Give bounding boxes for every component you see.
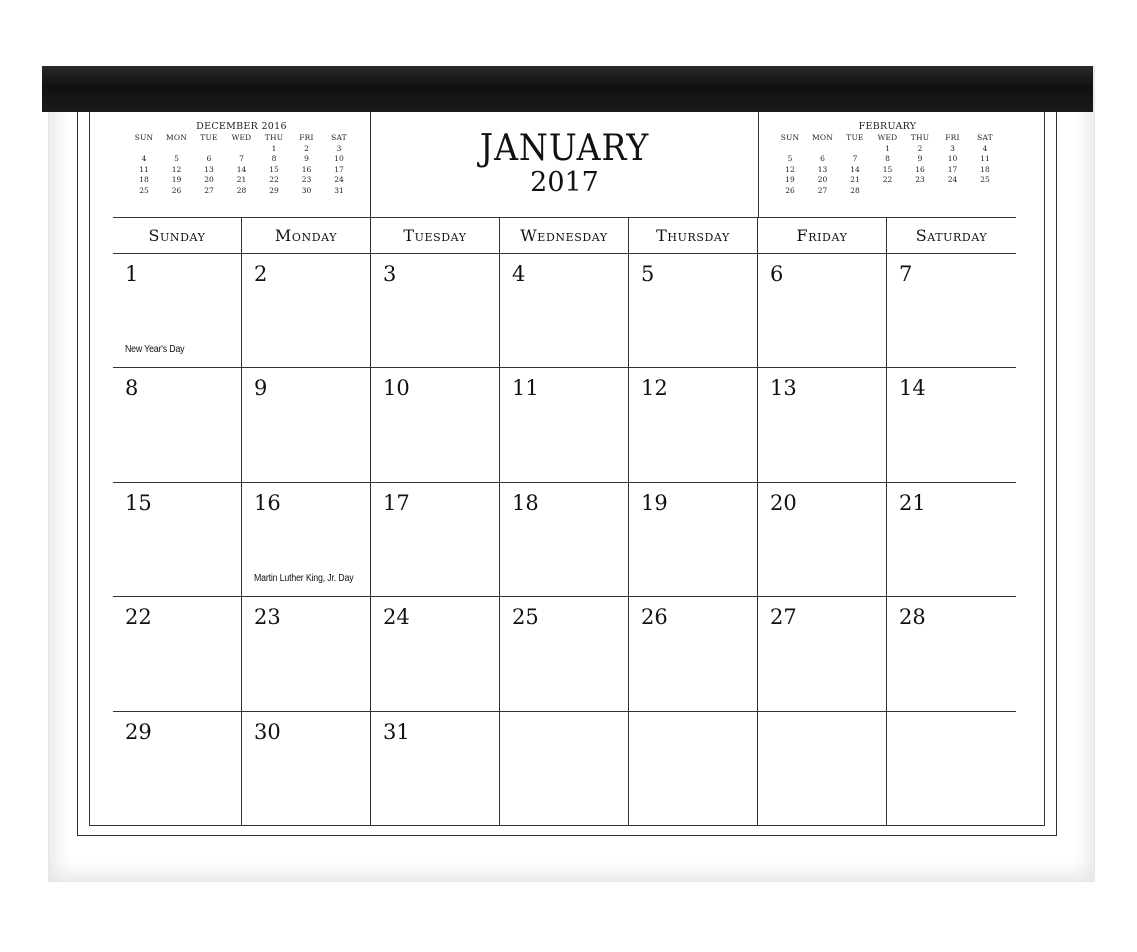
holiday-label: Martin Luther King, Jr. Day xyxy=(254,573,354,585)
day-cell[interactable] xyxy=(629,254,758,368)
day-cell[interactable] xyxy=(371,597,500,711)
mini-day-cell: 11 xyxy=(980,154,990,163)
day-cell[interactable] xyxy=(758,597,887,711)
weekday-saturday: Saturday xyxy=(915,226,988,245)
day-cell[interactable] xyxy=(500,368,629,482)
mini-day-cell: 2 xyxy=(304,143,309,153)
mini-weekday-label: MON xyxy=(812,133,833,142)
day-number: 8 xyxy=(125,376,139,401)
mini-day-cell: 27 xyxy=(817,185,828,195)
day-cell[interactable] xyxy=(500,597,629,711)
day-cell[interactable] xyxy=(113,712,242,826)
mini-day-cell: 16 xyxy=(301,164,312,174)
mini-day-cell: 10 xyxy=(334,154,344,163)
day-number: 7 xyxy=(899,262,913,286)
mini-day-cell: 17 xyxy=(947,164,958,174)
mini-weekday-label: SAT xyxy=(331,133,347,142)
mini-day-cell: 13 xyxy=(204,164,214,174)
day-number: 25 xyxy=(512,605,539,630)
weekday-tuesday: Tuesday xyxy=(371,218,500,254)
day-number: 22 xyxy=(125,605,152,630)
day-cell[interactable] xyxy=(113,254,242,368)
month-name: JANUARY xyxy=(479,128,650,169)
day-cell[interactable] xyxy=(371,483,500,597)
day-number: 11 xyxy=(512,376,539,401)
day-cell[interactable] xyxy=(242,483,371,597)
month-grid xyxy=(113,254,1016,826)
day-number: 26 xyxy=(641,605,668,630)
mini-day-cell: 23 xyxy=(915,175,925,184)
mini-day-cell: 16 xyxy=(915,164,925,174)
weekday-thursday: Thursday xyxy=(629,218,758,254)
weekday-monday: Monday xyxy=(242,218,371,254)
mini-day-cell xyxy=(806,144,839,155)
mini-weekday-label: THU xyxy=(264,133,284,142)
day-number: 19 xyxy=(641,490,668,515)
mini-day-cell: 24 xyxy=(334,175,344,184)
mini-day-cell: 12 xyxy=(785,164,795,174)
mini-day-cell: 17 xyxy=(334,164,344,174)
day-cell[interactable] xyxy=(758,254,887,368)
day-number: 16 xyxy=(254,490,281,515)
day-cell[interactable] xyxy=(887,368,1016,482)
mini-day-cell: 31 xyxy=(334,185,344,195)
mini-calendar-title: DECEMBER 2016 xyxy=(196,121,287,132)
mini-calendar-table xyxy=(128,133,356,196)
mini-day-cell xyxy=(128,144,161,155)
mini-day-cell: 28 xyxy=(850,185,860,195)
mini-day-cell: 21 xyxy=(850,175,860,184)
mini-calendar-title: FEBRUARY xyxy=(858,121,917,132)
mini-day-cell: 18 xyxy=(980,164,990,174)
mini-day-cell: 14 xyxy=(236,164,247,174)
mini-weekday-label: WED xyxy=(877,133,898,142)
day-cell[interactable] xyxy=(629,483,758,597)
weekday-sunday: Sunday xyxy=(113,218,242,254)
mini-calendar-next xyxy=(758,112,1016,218)
mini-day-cell: 4 xyxy=(141,154,147,163)
weekday-header-row xyxy=(113,218,1016,254)
mini-day-cell xyxy=(160,144,193,155)
day-cell[interactable] xyxy=(242,368,371,482)
day-number: 24 xyxy=(383,605,410,630)
day-number: 17 xyxy=(383,490,410,515)
mini-day-cell: 20 xyxy=(817,175,828,184)
day-cell[interactable] xyxy=(500,483,629,597)
mini-weekday-label: TUE xyxy=(846,133,864,142)
mini-weekday-label: SUN xyxy=(134,133,154,142)
mini-weekday-label: WED xyxy=(231,133,252,142)
day-number: 15 xyxy=(125,490,152,515)
mini-day-cell: 9 xyxy=(917,154,923,163)
day-number: 14 xyxy=(899,376,926,401)
mini-day-cell: 9 xyxy=(304,154,309,163)
day-number: 4 xyxy=(512,262,526,286)
mini-day-cell: 5 xyxy=(787,154,793,163)
day-number: 28 xyxy=(899,605,926,630)
mini-day-cell: 7 xyxy=(239,154,244,163)
mini-day-cell: 14 xyxy=(850,164,860,174)
day-number: 30 xyxy=(254,719,281,744)
mini-day-cell: 25 xyxy=(980,175,990,184)
mini-day-cell: 7 xyxy=(852,154,858,163)
mini-day-cell: 11 xyxy=(139,164,149,174)
mini-day-cell: 22 xyxy=(269,175,279,184)
mini-day-cell: 3 xyxy=(336,143,342,153)
day-number: 1 xyxy=(125,262,139,286)
day-cell[interactable] xyxy=(629,368,758,482)
day-number: 12 xyxy=(641,376,668,401)
day-number: 9 xyxy=(254,376,268,401)
weekday-friday: Friday xyxy=(758,218,887,254)
day-cell[interactable] xyxy=(500,254,629,368)
mini-day-cell: 19 xyxy=(171,175,182,184)
day-cell[interactable] xyxy=(113,368,242,482)
mini-day-cell xyxy=(936,186,969,197)
day-cell[interactable] xyxy=(758,368,887,482)
day-cell[interactable] xyxy=(371,368,500,482)
day-cell[interactable] xyxy=(500,712,629,826)
mini-day-cell: 26 xyxy=(785,185,795,195)
day-number: 23 xyxy=(254,605,281,630)
mini-day-cell: 8 xyxy=(885,154,890,163)
mini-day-cell: 15 xyxy=(269,164,279,174)
mini-day-cell xyxy=(225,144,258,155)
day-number: 21 xyxy=(899,490,926,515)
day-cell[interactable] xyxy=(371,712,500,826)
day-cell[interactable] xyxy=(887,712,1016,826)
mini-day-cell xyxy=(969,186,1002,197)
weekday-wednesday: Wednesday xyxy=(500,218,629,254)
day-cell[interactable] xyxy=(887,254,1016,368)
mini-day-cell: 27 xyxy=(204,185,214,195)
month-title-block xyxy=(371,112,758,218)
mini-day-cell: 20 xyxy=(204,175,214,184)
mini-day-cell: 30 xyxy=(301,185,312,195)
mini-day-cell: 26 xyxy=(171,185,182,195)
mini-day-cell: 1 xyxy=(885,143,890,153)
day-cell[interactable] xyxy=(758,712,887,826)
mini-day-cell: 23 xyxy=(301,175,312,184)
mini-day-cell xyxy=(774,144,807,155)
year-label: 2017 xyxy=(530,167,599,198)
mini-calendar-previous xyxy=(113,112,371,218)
mini-day-cell: 13 xyxy=(817,164,828,174)
day-number: 6 xyxy=(770,262,784,286)
mini-day-cell: 10 xyxy=(947,154,958,163)
mini-calendar-table xyxy=(774,133,1002,196)
mini-day-cell: 1 xyxy=(271,143,277,153)
mini-day-cell: 6 xyxy=(820,154,825,163)
day-number: 29 xyxy=(125,719,152,744)
mini-day-cell xyxy=(871,186,904,197)
mini-day-cell: 3 xyxy=(950,143,955,153)
calendar-header xyxy=(113,112,1016,218)
day-number: 5 xyxy=(641,262,655,286)
day-number: 2 xyxy=(254,262,268,286)
holiday-label: New Year's Day xyxy=(125,344,185,356)
day-cell[interactable] xyxy=(242,712,371,826)
mini-day-cell: 22 xyxy=(882,175,893,184)
mini-day-cell: 15 xyxy=(882,164,893,174)
mini-day-cell xyxy=(839,144,872,155)
mini-day-cell: 24 xyxy=(947,175,958,184)
mini-weekday-label: SUN xyxy=(780,133,800,142)
mini-day-cell: 4 xyxy=(982,143,988,153)
mini-day-cell: 19 xyxy=(785,175,795,184)
day-number: 3 xyxy=(383,262,397,286)
mini-day-cell: 28 xyxy=(236,185,247,195)
day-cell[interactable] xyxy=(242,254,371,368)
mini-day-cell xyxy=(193,144,226,155)
day-number: 27 xyxy=(770,605,797,630)
pad-binding-strip xyxy=(42,66,1093,112)
mini-weekday-label: THU xyxy=(910,133,930,142)
day-number: 31 xyxy=(383,719,410,744)
mini-day-cell: 8 xyxy=(271,154,277,163)
day-number: 13 xyxy=(770,376,797,401)
mini-day-cell: 12 xyxy=(171,164,182,174)
mini-day-cell: 5 xyxy=(174,154,179,163)
mini-day-cell: 29 xyxy=(269,185,279,195)
day-number: 18 xyxy=(512,490,539,515)
day-number: 20 xyxy=(770,490,797,515)
day-cell[interactable] xyxy=(758,483,887,597)
day-cell[interactable] xyxy=(242,597,371,711)
day-number: 10 xyxy=(383,376,410,401)
day-cell[interactable] xyxy=(887,597,1016,711)
mini-weekday-label: TUE xyxy=(200,133,218,142)
mini-day-cell: 2 xyxy=(917,143,923,153)
day-cell[interactable] xyxy=(629,597,758,711)
day-cell[interactable] xyxy=(113,483,242,597)
day-cell[interactable] xyxy=(887,483,1016,597)
mini-weekday-label: MON xyxy=(166,133,187,142)
mini-day-cell: 25 xyxy=(139,185,149,195)
mini-weekday-label: SAT xyxy=(977,133,993,142)
mini-weekday-label: FRI xyxy=(299,133,314,142)
mini-weekday-label: FRI xyxy=(945,133,960,142)
mini-day-cell: 21 xyxy=(236,175,247,184)
mini-day-cell xyxy=(904,186,937,197)
mini-day-cell: 6 xyxy=(206,154,212,163)
day-cell[interactable] xyxy=(113,597,242,711)
day-cell[interactable] xyxy=(371,254,500,368)
mini-day-cell: 18 xyxy=(139,175,149,184)
day-cell[interactable] xyxy=(629,712,758,826)
